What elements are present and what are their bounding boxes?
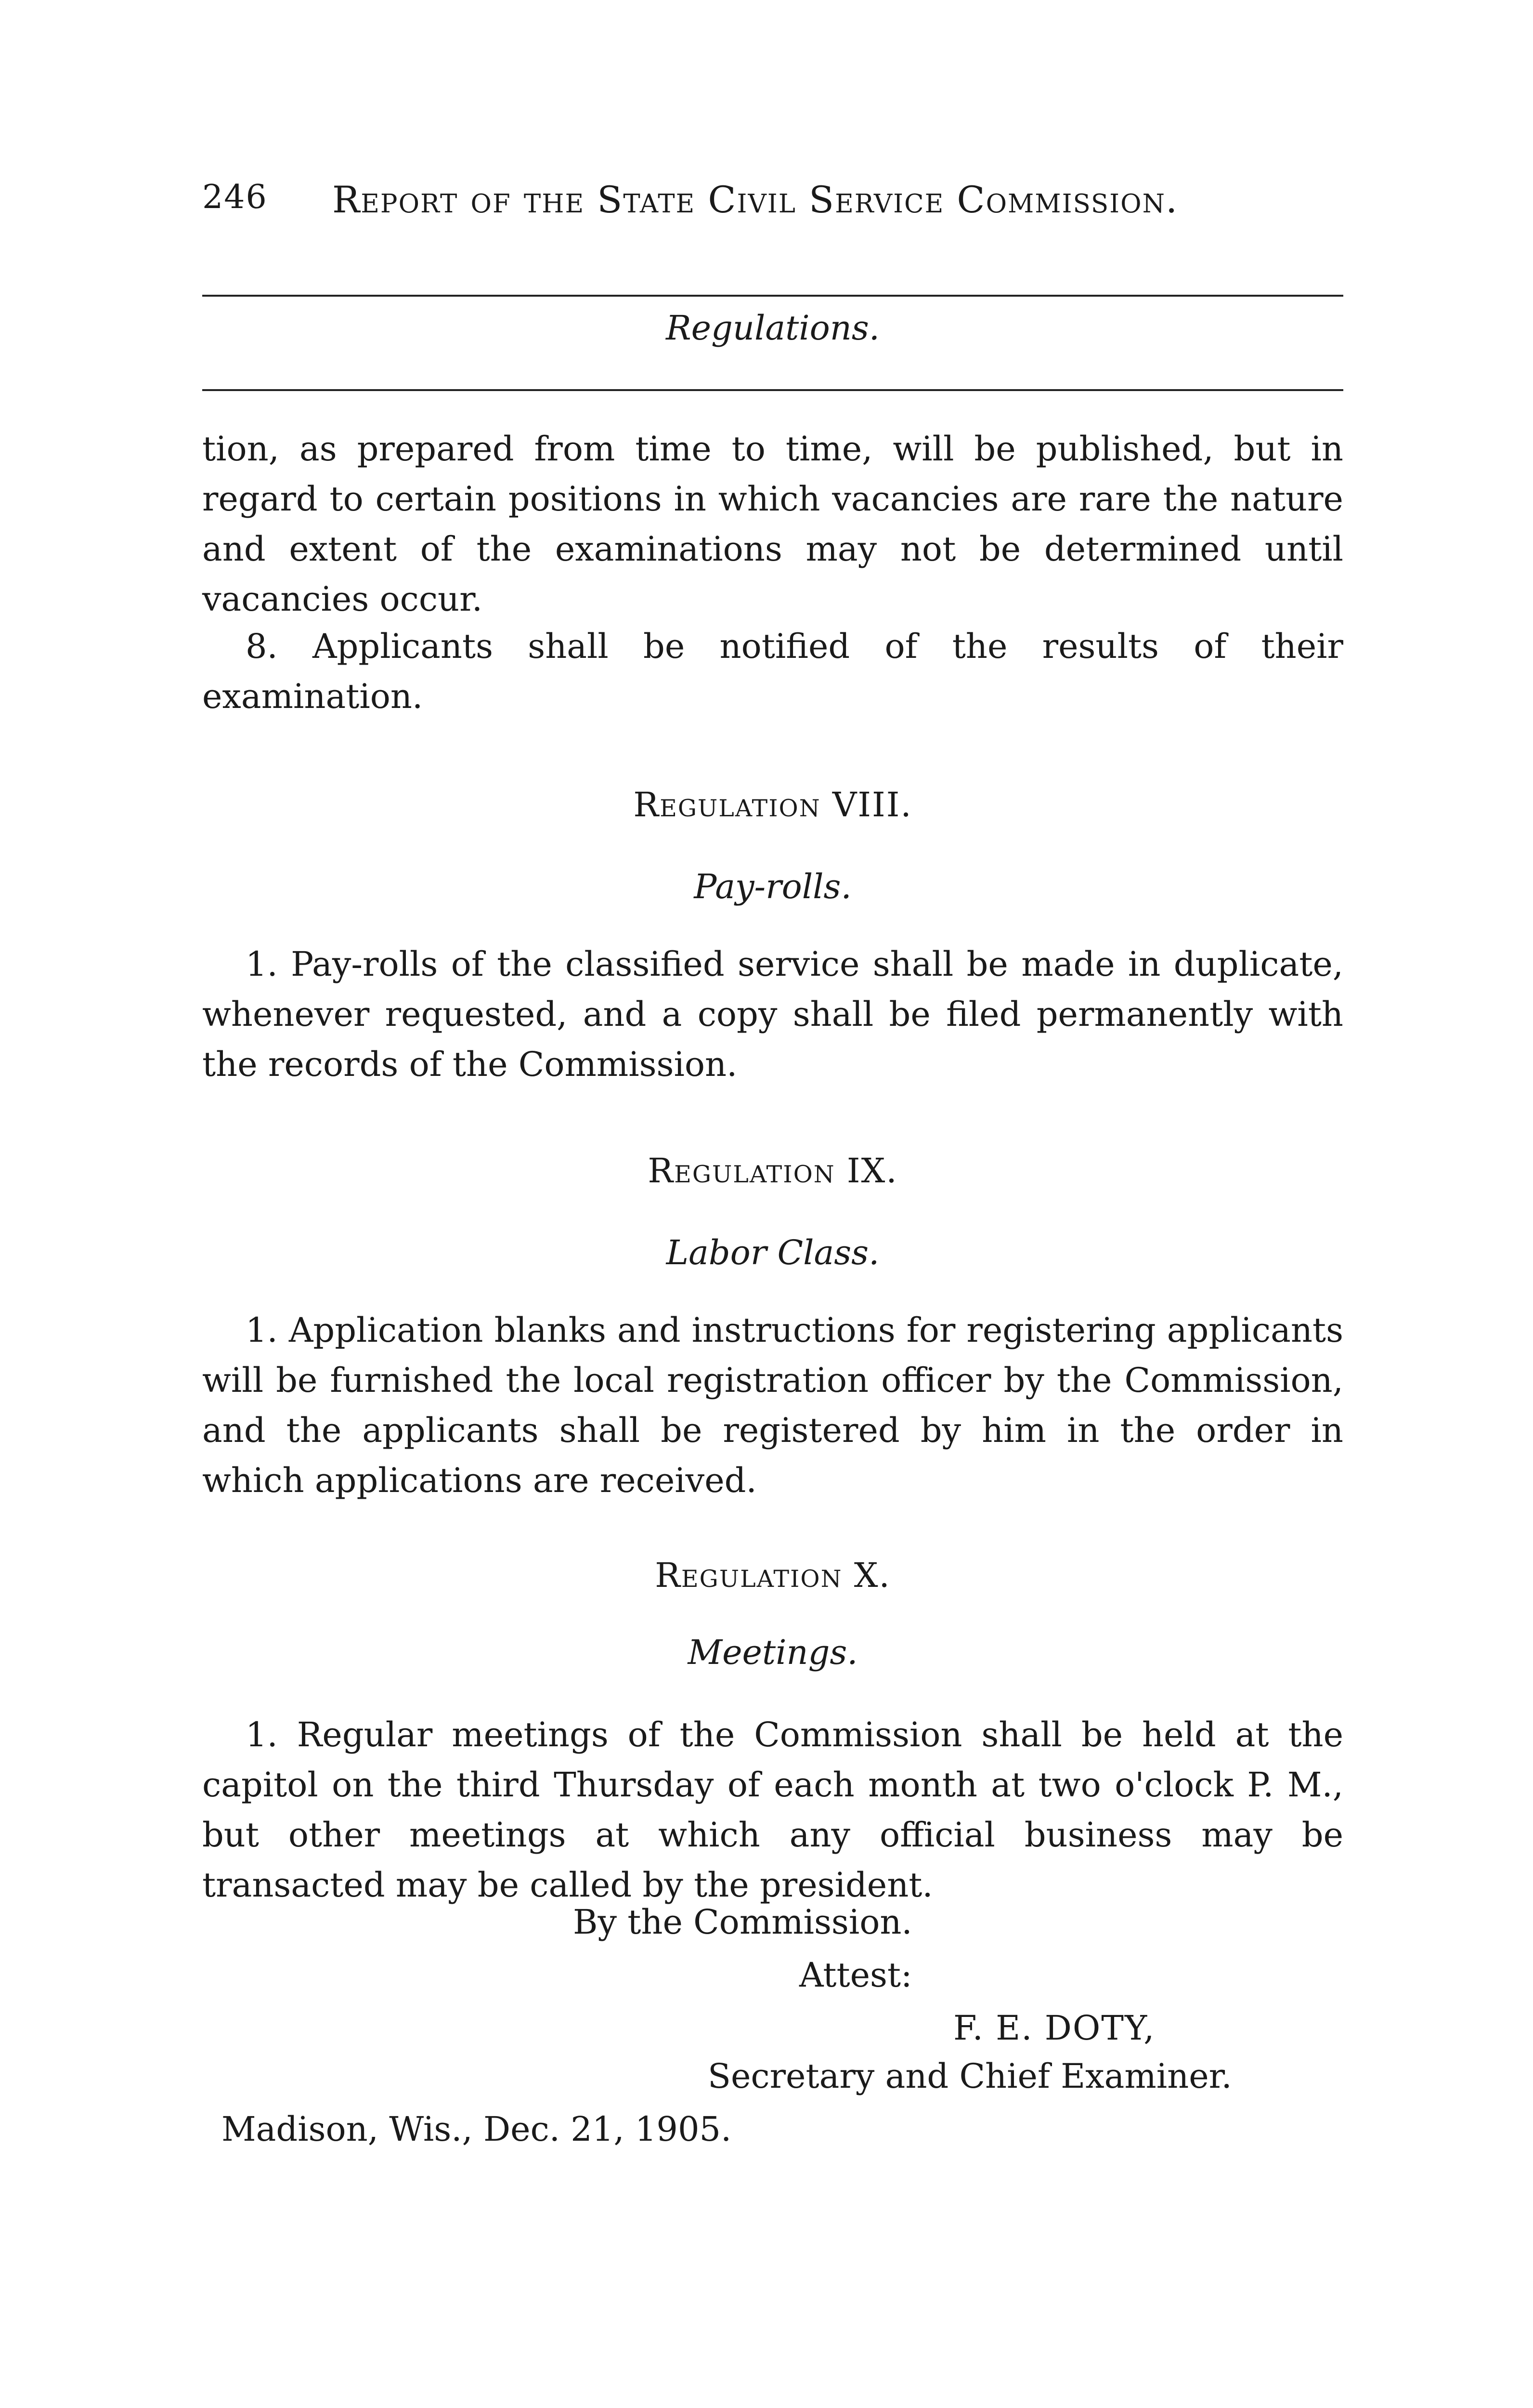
regulation-viii-heading: Regulation VIII. (633, 785, 912, 824)
regulation-x-text: 1. Regular meetings of the Commission shall be held at the capitol on the third Thursday of each month at two o'clock P. M., but other meetings at which any official business may be transacted may be called by the president. (202, 1715, 1343, 1905)
section-label: Regulations. (665, 308, 880, 348)
regulation-viii-subtitle: Pay-rolls. (694, 867, 852, 906)
regulation-ix-heading: Regulation IX. (648, 1151, 898, 1191)
place-date: Madison, Wis., Dec. 21, 1905. (221, 2109, 732, 2149)
running-head (202, 178, 1348, 231)
item-8-paragraph: 8. Applicants shall be notified of the results of their examination. (202, 627, 1343, 716)
regulation-ix-subtitle: Labor Class. (666, 1233, 880, 1272)
signature-title: Secretary and Chief Examiner. (708, 2056, 1232, 2096)
regulation-x-heading: Regulation X. (655, 1556, 891, 1595)
regulation-viii-text: 1. Pay-rolls of the classified service shall be made in duplicate, whenever requested, and a copy shall be filed permanently with the records of the Commission. (202, 944, 1343, 1084)
regulation-ix-text: 1. Application blanks and instructions for registering applicants will be furnished the local registration officer by the Commission, and the applicants shall be registered by him in the order in which applications are received. (202, 1310, 1343, 1500)
signature-attest: Attest: (799, 1955, 912, 1995)
header-rule-bottom (202, 389, 1343, 391)
page-number: 246 (202, 178, 268, 216)
signature-name: F. E. DOTY, (953, 2008, 1156, 2048)
regulation-x-subtitle: Meetings. (688, 1633, 858, 1672)
signature-by: By the Commission. (573, 1902, 912, 1942)
continuation-paragraph: tion, as prepared from time to time, will be published, but in regard to certain positions in which vacancies are rare the nature and extent of the examinations may not be determined until vacancies occur. (202, 429, 1343, 619)
header-rule-top (202, 295, 1343, 297)
running-title: Report of the State Civil Service Commission. (332, 178, 1179, 221)
